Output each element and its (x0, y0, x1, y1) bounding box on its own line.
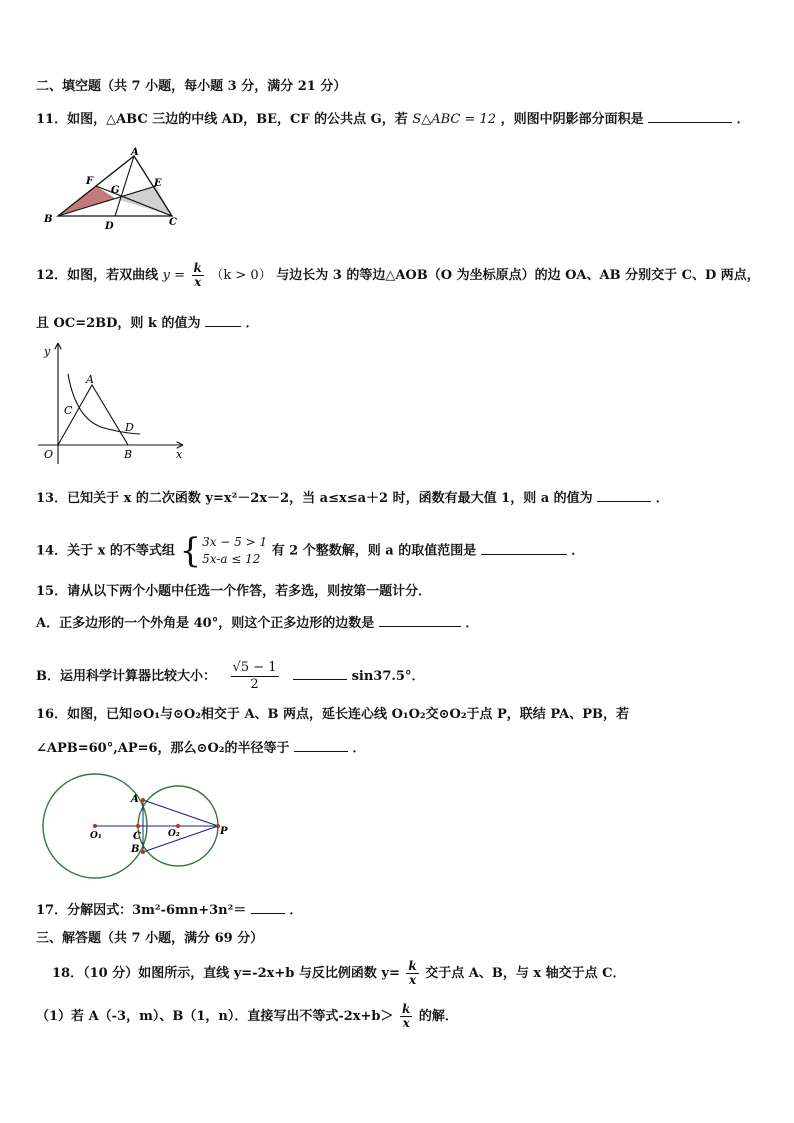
question-12: 12．如图，若双曲线 y = $\frac{k}{x}$ （k > 0） 与边长为 3 的等边△AOB（O 为坐标原点）的边 OA、AB 分别交于 C、D 两点， (36, 261, 760, 289)
question-11: 11．如图，△ABC 三边的中线 AD，BE，CF 的公共点 G，若 S△ABC = 12 ，则图中阴影部分面积是 ． (36, 108, 750, 130)
section-2-header: 二、填空题（共 7 小题，每小题 3 分，满分 21 分） (36, 79, 347, 94)
fraction-k-over-x: $\frac{k}{x}$ (193, 261, 202, 289)
inequality-1: 3x − 5 > 1 (202, 535, 268, 549)
label-f: F (86, 176, 94, 187)
answer-blank-15b[interactable] (293, 665, 347, 680)
triangle-figure (40, 146, 190, 234)
question-12-line2: 且 OC=2BD，则 k 的值为 ． (36, 312, 259, 334)
label-a: A (131, 794, 139, 805)
question-15a: A．正多边形的一个外角是 40°，则这个正多边形的边数是 ． (36, 612, 478, 634)
fraction-sqrt5: $\frac{√5 - 1}{2}$ (232, 660, 277, 692)
label-c: C (169, 217, 177, 228)
q11-formula: S△ABC = 12 (412, 112, 497, 127)
question-18-part1: （1）若 A（-3，m）、B（1，n）．直接写出不等式-2x+b＞ $\frac{k}{x}$ 的解． (36, 1002, 458, 1030)
q11-post: ，则图中阴影部分面积是 (500, 112, 644, 127)
label-g: G (111, 185, 120, 196)
label-p: P (220, 826, 228, 837)
label-a: A (86, 373, 94, 386)
label-e: E (154, 178, 162, 189)
segment-pa (143, 800, 218, 826)
inequality-system: { 3x − 5 > 1 5x-a ≤ 12 (179, 531, 268, 571)
fraction-k-over-x: $\frac{k}{x}$ (402, 1002, 411, 1030)
label-o: O (44, 448, 54, 461)
question-17: 17．分解因式：3m²-6mn+3n²＝ ． (36, 899, 302, 921)
label-a: A (131, 147, 139, 158)
label-b: B (124, 448, 133, 461)
answer-blank-11[interactable] (648, 108, 732, 123)
fraction-k-over-x: $\frac{k}{x}$ (408, 959, 417, 987)
question-14: 14．关于 x 的不等式组 { 3x − 5 > 1 5x-a ≤ 12 有 2 个整数解，则 a 的取值范围是 ． (36, 531, 585, 571)
circles-figure (40, 770, 240, 882)
q11-text: 11．如图，△ABC 三边的中线 AD，BE，CF 的公共点 G，若 (36, 112, 408, 127)
answer-blank-15a[interactable] (379, 612, 461, 627)
segment-pb (143, 826, 218, 852)
question-16-line2: ∠APB=60°,AP=6，那么⊙O₂的半径等于 ． (36, 737, 366, 759)
point-a (141, 798, 145, 802)
label-x: x (176, 448, 183, 461)
label-o2: O₂ (168, 829, 180, 839)
answer-blank-12[interactable] (205, 312, 241, 327)
question-13: 13．已知关于 x 的二次函数 y=x²－2x－2，当 a≤x≤a＋2 时，函数有最大值 1，则 a 的值为 ． (36, 487, 669, 509)
question-15: 15．请从以下两个小题中任选一个作答，若多选，则按第一题计分． (36, 584, 432, 599)
point-o1 (93, 824, 97, 828)
label-y: y (44, 345, 51, 358)
answer-blank-13[interactable] (597, 487, 651, 502)
answer-blank-17[interactable] (251, 899, 285, 914)
label-d: D (105, 221, 114, 232)
point-b (141, 850, 145, 854)
point-c (136, 824, 140, 828)
question-18: 18．（10 分）如图所示，直线 y=-2x+b 与反比例函数 y= $\frac{k}{x}$ 交于点 A、B，与 x 轴交于点 C． (52, 959, 626, 987)
label-b: B (131, 844, 140, 855)
shaded-region-right (116, 186, 172, 216)
point-o2 (176, 824, 180, 828)
label-b: B (44, 214, 53, 225)
label-d: D (125, 421, 134, 434)
question-16: 16．如图，已知⊙O₁与⊙O₂相交于 A、B 两点，延长连心线 O₁O₂交⊙O₂于点 P，联结 PA、PB，若 (36, 707, 630, 722)
hyperbola-figure (34, 340, 194, 466)
label-c: C (64, 404, 73, 417)
inequality-2: 5x-a ≤ 12 (202, 552, 261, 566)
answer-blank-14[interactable] (481, 540, 567, 555)
label-c: C (133, 831, 141, 842)
answer-blank-16[interactable] (294, 737, 348, 752)
label-o1: O₁ (90, 831, 102, 841)
question-15b: B．运用科学计算器比较大小： $\frac{√5 - 1}{2}$ sin37.5°． (36, 660, 425, 692)
section-3-header: 三、解答题（共 7 小题，满分 69 分） (36, 931, 264, 946)
